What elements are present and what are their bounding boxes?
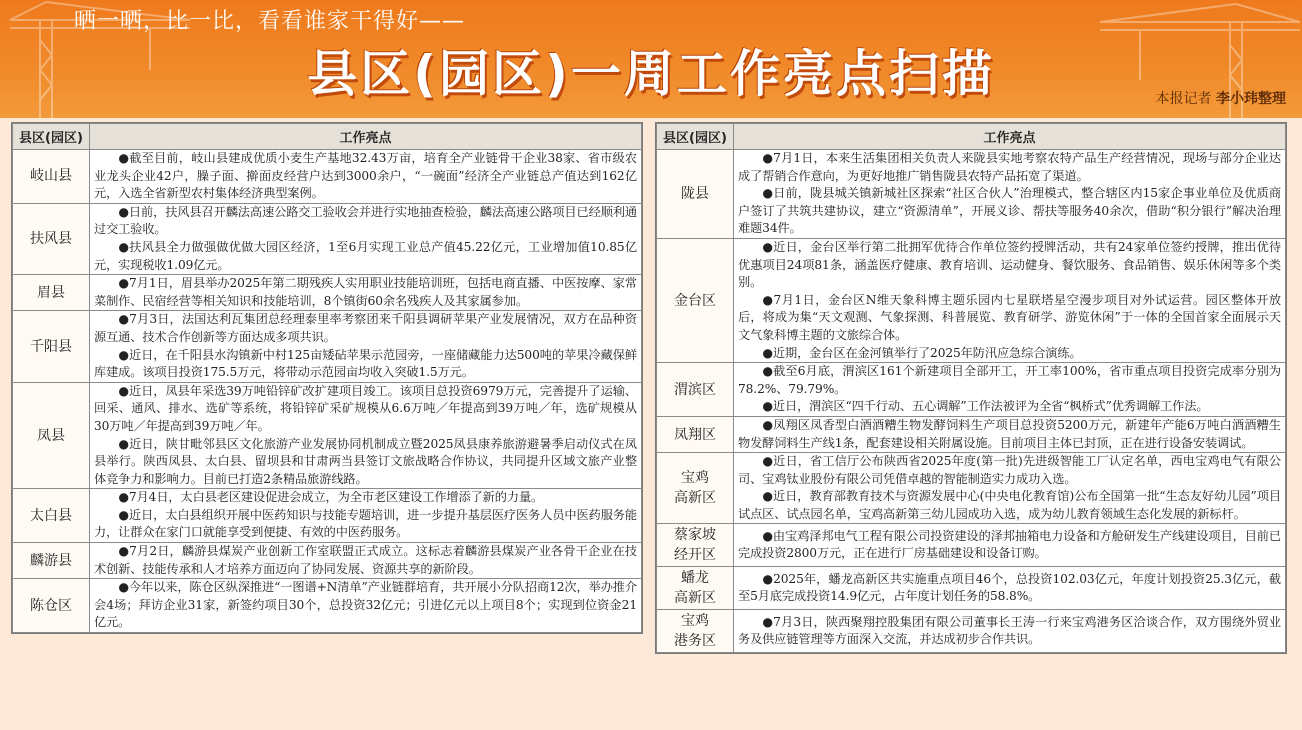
highlight-item: ●日前，陇县城关镇新城社区探索“社区合伙人”治理模式，整合辖区内15家企事业单位及优质商户签订了共筑共建协议，建立“资源清单”，开展义诊、帮扶等服务40余次，借助“积分银行”解决治理难题34件。 (738, 186, 1281, 236)
table-row (13, 275, 642, 311)
highlight-item: ●近日，渭滨区“四千行动、五心调解”工作法被评为全省“枫桥式”优秀调解工作法。 (762, 399, 1209, 414)
right-table-panel (655, 122, 1287, 654)
highlight-item: ●近日，省工信厅公布陕西省2025年度(第一批)先进级智能工厂认定名单，西电宝鸡电气有限公司、宝鸡钛业股份有限公司凭借卓越的智能制造实力成功入选。 (738, 454, 1281, 486)
column-header-county: 县区(园区) (657, 124, 734, 150)
highlight-cell (734, 363, 1286, 417)
table-row (13, 382, 642, 489)
highlight-item: ●近日，太白县组织开展中医药知识与技能专题培训，进一步提升基层医疗医务人员中医药服务能力，让群众在家门口就能享受到便捷、有效的中医药服务。 (94, 507, 637, 540)
right-table (656, 123, 1286, 653)
highlight-item: ●7月1日，金台区N维天象科博主题乐园内七星联塔星空漫步项目对外试运营。园区整体开放后，将成为集“天文观测、气象探测、科普展览、教育研学、游览休闲”于一体的全国首家全面展示天文气象科博主题的文旅综合体。 (738, 292, 1281, 342)
highlight-item: ●7月1日，眉县举办2025年第二期残疾人实用职业技能培训班，包括电商直播、中医按摩、家常菜制作、民宿经营等相关知识和技能培训，8个镇街60余名残疾人及其家属参加。 (94, 276, 637, 308)
right-table-body (657, 150, 1286, 653)
highlight-cell (90, 579, 642, 633)
county-name: 宝鸡 高新区 (657, 453, 734, 524)
county-name: 眉县 (13, 275, 90, 311)
county-name: 陈仓区 (13, 579, 90, 633)
highlight-item: ●2025年，蟠龙高新区共实施重点项目46个，总投资102.03亿元，年度计划投资25.3亿元，截至5月底完成投资14.9亿元，占年度计划任务的58.8%。 (738, 571, 1281, 604)
county-name: 凤县 (13, 382, 90, 489)
table-row (657, 524, 1286, 567)
highlight-cell (90, 543, 642, 579)
highlight-item: ●今年以来，陈仓区纵深推进“一图谱+N清单”产业链群培育，共开展小分队招商12次，举办推介会4场；拜访企业31家，新签约项目30个，总投资32亿元；引进亿元以上项目8个；实现到位资金21亿元。 (94, 580, 637, 630)
left-table-body (13, 150, 642, 633)
county-name: 宝鸡 港务区 (657, 610, 734, 653)
highlight-cell (90, 150, 642, 204)
table-row (13, 489, 642, 543)
county-name: 千阳县 (13, 311, 90, 382)
table-row (657, 610, 1286, 653)
highlight-cell (734, 567, 1286, 610)
county-name: 太白县 (13, 489, 90, 543)
county-name: 扶风县 (13, 203, 90, 274)
table-row (13, 311, 642, 382)
county-name: 蟠龙 高新区 (657, 567, 734, 610)
table-row (657, 363, 1286, 417)
highlight-item: ●截至6月底，渭滨区161个新建项目全部开工，开工率100%，省市重点项目投资完成率分别为78.2%、79.79%。 (738, 364, 1281, 396)
table-row (13, 150, 642, 204)
reporter-label: 本报记者 (1155, 91, 1212, 107)
highlight-item: ●近日，金台区举行第二批拥军优待合作单位签约授牌活动，共有24家单位签约授牌，推出优待优惠项目24项81条，涵盖医疗健康、教育培训、运动健身、餐饮服务、食品销售、娱乐休闲等多个类别。 (738, 239, 1281, 290)
left-table (12, 123, 642, 633)
county-name: 岐山县 (13, 150, 90, 204)
highlight-cell (734, 610, 1286, 653)
county-name: 凤翔区 (657, 416, 734, 452)
highlight-cell (90, 382, 642, 489)
table-row (13, 203, 642, 274)
table-row (657, 238, 1286, 362)
table-row (657, 453, 1286, 524)
county-name: 金台区 (657, 238, 734, 362)
table-row (657, 567, 1286, 610)
table-row (13, 579, 642, 633)
county-name: 陇县 (657, 150, 734, 239)
highlight-item: ●近日，在千阳县水沟镇新中村125亩矮砧苹果示范园旁，一座储藏能力达500吨的苹果冷藏保鲜库建成。该项目投资175.5万元，将带动示范园亩均收入突破1.5万元。 (94, 347, 637, 380)
right-table-header (657, 124, 1286, 150)
left-table-panel (11, 122, 643, 634)
highlight-cell (734, 150, 1286, 239)
highlight-item: ●7月3日，陕西聚翔控股集团有限公司董事长王涛一行来宝鸡港务区洽谈合作，双方围绕外贸业务及供应链管理等方面深入交流，并达成初步合作共识。 (738, 614, 1281, 647)
highlight-item: ●7月3日，法国达利瓦集团总经理泰里率考察团来千阳县调研苹果产业发展情况，双方在品种资源互通、技术合作创新等方面达成多项共识。 (94, 312, 637, 344)
highlight-cell (90, 275, 642, 311)
highlight-cell (734, 524, 1286, 567)
highlight-item: ●由宝鸡泽邦电气工程有限公司投资建设的泽邦抽箱电力设备和方舱研发生产线建设项目，目前已完成投资2800万元，正在进行厂房基础建设和设备订购。 (738, 528, 1281, 561)
highlight-item: ●日前，扶风县召开麟法高速公路交工验收会并进行实地抽查检验，麟法高速公路项目已经顺利通过交工验收。 (94, 204, 637, 237)
county-name: 渭滨区 (657, 363, 734, 417)
highlight-item: ●凤翔区凤香型白酒酒糟生物发酵饲料生产项目总投资5200万元，新建年产能6万吨白酒酒糟生物发酵饲料生产线1条，配套建设相关附属设施。目前项目主体已封顶，正在进行设备安装调试。 (738, 417, 1281, 450)
column-header-county: 县区(园区) (13, 124, 90, 150)
banner-subtitle: 晒一晒，比一比，看看谁家干得好—— (74, 9, 466, 34)
table-row (657, 416, 1286, 452)
county-name: 蔡家坡 经开区 (657, 524, 734, 567)
highlight-cell (90, 203, 642, 274)
column-header-highlights: 工作亮点 (734, 124, 1286, 150)
highlight-cell (734, 453, 1286, 524)
column-header-highlights: 工作亮点 (90, 124, 642, 150)
highlight-item: ●7月1日，本来生活集团相关负责人来陇县实地考察农特产品生产经营情况，现场与部分企业达成了帮销合作意向，为更好地推广销售陇县农特产品拓宽了渠道。 (738, 151, 1281, 183)
table-row (13, 543, 642, 579)
county-name: 麟游县 (13, 543, 90, 579)
highlight-cell (90, 489, 642, 543)
highlight-cell (734, 416, 1286, 452)
highlight-item: ●近期，金台区在金河镇举行了2025年防汛应急综合演练。 (762, 345, 1082, 360)
byline (1156, 88, 1286, 108)
highlight-item: ●7月4日，太白县老区建设促进会成立，为全市老区建设工作增添了新的力量。 (118, 490, 544, 505)
highlight-item: ●近日，陕甘毗邻县区文化旅游产业发展协同机制成立暨2025凤县康养旅游避暑季启动仪式在凤县举行。陕西凤县、太白县、留坝县和甘肃两当县签订文旅战略合作协议，共同提升区域文旅产业整体竞争力和影响力。目前已打造2条精品旅游线路。 (94, 436, 637, 486)
highlight-item: ●近日，教育部教育技术与资源发展中心(中央电化教育馆)公布全国第一批“生态友好幼儿园”项目试点区、试点园名单，宝鸡高新第三幼儿园成功入选，成为幼儿教育领域生态化发展的新标杆。 (738, 489, 1281, 521)
highlight-item: ●7月2日，麟游县煤炭产业创新工作室联盟正式成立。这标志着麟游县煤炭产业各骨干企业在技术创新、技能传承和人才培养方面迈向了协同发展、资源共享的新阶段。 (94, 544, 637, 576)
reporter-name: 李小玮整理 (1216, 91, 1286, 107)
page-title: 县区(园区)一周工作亮点扫描 (307, 45, 995, 103)
table-row (657, 150, 1286, 239)
highlight-item: ●扶风县全力做强做优做大园区经济，1至6月实现工业总产值45.22亿元，工业增加值10.85亿元，实现税收1.09亿元。 (94, 239, 637, 272)
highlight-item: ●截至目前，岐山县建成优质小麦生产基地32.43万亩，培育全产业链骨干企业38家、省市级农业龙头企业42户，臊子面、擀面皮经营户达到3000余户，“一碗面”经济全产业链总产值达到162亿元，入选全省新型农村集体经济典型案例。 (94, 151, 637, 201)
header-banner (0, 0, 1302, 118)
highlight-cell (734, 238, 1286, 362)
left-table-header (13, 124, 642, 150)
highlight-cell (90, 311, 642, 382)
highlight-item: ●近日，凤县年采选39万吨铅锌矿改扩建项目竣工。该项目总投资6979万元，完善提升了运输、回采、通风、排水、选矿等系统，将铅锌矿采矿规模从6.6万吨／年提高到39万吨／年，选矿规模从30万吨／年提高到39万吨／年。 (94, 383, 637, 433)
